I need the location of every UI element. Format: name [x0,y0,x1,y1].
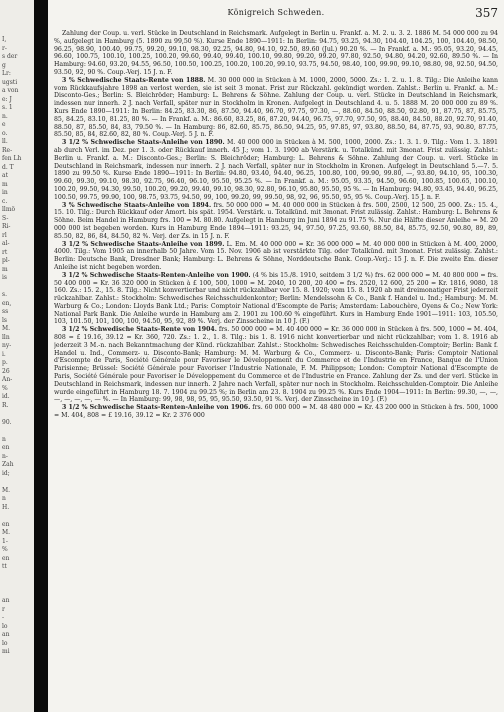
margin-fragment: i. [2,350,6,358]
margin-fragment: is [2,274,7,281]
margin-fragment: llmö [2,206,16,213]
margin-fragment: % [2,546,8,553]
margin-fragment: I, [2,36,7,43]
running-title: Königreich Schweden. [227,8,325,17]
margin-fragment: s. 1 [2,104,13,111]
margin-fragment: H. [2,503,10,511]
margin-fragment: - [2,614,5,621]
document-page [50,0,502,712]
margin-fragment: n. [2,112,8,120]
paragraph-text: frs. 50 000 000 = M. 40 400 000 = Kr. 36 000 000 in Stücken à frs. 500, 1000 = M. 404, 808 = £ 19.16, 39.12 = Kr. 360, 720. Zs.: 1. 2., 1. 8. Tilg.: bis 1. 8. 1916 nicht konvertierbar und nicht rückzahlbar; vom 1. 8. 1916 ab jederzeit 3 M.-n. nach Bekanntmachung der Künd. rückzahlbar. Zahlst.: Stockholm: Schwedisches Reichsschulden-Comptoir; Berlin: Bank f. Handel u. Ind., Commerz- u. Disconto-Bank; Hamburg: M. M. Warburg & Co., Commerz- u. Disconto-Bank; Paris: Comptoir National d'Escompte de Paris, Société Générale pour Favoriser le Développement du Commerce et de l'Industrie en France, Banque de l'Union Parisienne; Brüssel: Société Générale pour Favoriser l'Industrie Nationale, F. M. Philippson; London: Comptoir National d'Escompte de Paris, Société Générale pour Favoriser le Développement du Commerce et de l'Industrie en France. Zahlung der Zs. und der verl. Stücke in Deutschland in Reichsmark, indessen nur innerh. 2 Jahre nach Verfall, später nur noch in Stockholm. Reichsschulden-Comptoir. Die Anleihe wurde eingeführt in Hamburg 18. 7. 1904 zu 99.25 %; in Berlin am 23. 8. 1904 zu 99.25 %. Kurs Ende 1904—1911: In Berlin: 99.30, —, —, —, —, —, —, — %. — In Hamburg: 99, 98, 98, 95, 95, 95.50, 93.50, 91 %. Verj. der Zinsscheine in 10 J. (F.) [54,326,498,404]
margin-fragment: lln [2,333,10,341]
paragraph-text: M. 40 000 000 in Stücken à M. 500, 1000, 2000. Zs.: 1. 3. 1. 9. Tilg.: Vom 1. 3. 1891 ab durch Verl. im Dez. per 1. 3. oder Rückkauf innerh. 45 J.; vom 1. 3. 1900 ab Verstärk. u. Totalkünd. mit 3monat. Frist zulässig. Zahlst.: Berlin u. Frankf. a. M.: Disconto-Ges.; Berlin: S. Bleichröder; Hamburg: L. Behrens & Söhne. Zahlung der Coup. u. verl. Stücke in Deutschland in Reichsmark, indessen nur innerh. 2 J. nach Verfall, später nur in Stockholm in Kronen. Aufgelegt in Deutschland 5.—7. 5. 1890 zu 99.50 %. Kurse Ende 1890—1911: In Berlin: 94.80, 93.40, 94.40, 96.25, 100.80, 100, 99.90, 99.80, —, 93.80, 94.10, 95, 100.30, 99.60, 99.30, 99.10, 98.30, 92.75, 96.40, 96.10, 95.50, 95.25 %. — In Frankf. a. M.: 95.05, 93.35, 94.50, 96.60, 100.85, 100.65, 100.10, 100.20, 99.50, 94.30, 99.50, 100.20, 99.20, 99.40, 99.10, 98.30, 92.80, 96.10, 95.80, 95.50, 95 %. — In Hamburg: 94.80, 93.45, 94.40, 96.25, 100.50, 99.75, 99.90, 100, 98.75, 93.75, 94.50, 99, 100, 99.20, 99, 99.50, 98, 92, 96, 95.50, 95, 95 %. Coup.-Verj. 15 J. n. F. [54,139,498,201]
margin-fragment: Re- [2,146,13,154]
paragraph [54,272,498,327]
margin-fragment: r [2,605,5,613]
margin-fragment: m [2,180,8,188]
margin-fragment: at [2,172,8,179]
margin-fragment: R. [2,401,9,409]
margin-fragment: an [2,631,10,638]
margin-fragment: ll. [2,138,8,145]
paragraph-text: Zahlung der Coup. u. verl. Stücke in Deutschland in Reichsmark. Aufgelegt in Berlin u. Frankf. a. M. 2. u. 3. 2. 1886 M. 54 000 000 zu 94 %, aufgelegt in Hamburg (5. 1890 zu 99,50 %). Kurse Ende 1890—1911: In Berlin: 94.75, 93.25, 94.30, 104.40, 104.25, 100, 104.40, 98.50, 96.25, 98.90, 100.40, 99.75, 99.20, 99.10, 98.30, 92.25, 94.80, 94.10, 92.50, 89.60 (Jul.) 90.20 %. — In Frankf. a. M.: 95.05, 93.20, 94.45, 96.60, 100.75, 100.10, 100.25, 100.20, 99.60, 99.40, 99.40, 100.10, 99.80, 99.20, 99.20, 97.80, 92.50, 94.80, 94.20, 92.60, 89.50 %. — In Hamburg: 94.60, 93.20, 94.55, 96.50, 100.50, 100.25, 100.20, 100.20, 99.10, 93.75, 94.50, 98.40, 100, 99.90, 99.10, 98.80, 98, 92.50, 94.50, 93.50, 92, 90 %. Coup.-Verj. 15 J. n. F. [54,30,498,76]
margin-fragment: ny- [2,342,12,349]
paragraph-text: M. 30 000 000 in Stücken à M. 1000, 2000, 5000. Zs.: 1. 2. u. 1. 8. Tilg.: Die Anleihe kann vom Rückkaufsjahre 1898 an verlost werden, sie ist seit 3 monat. Frist zur Rückzahl. gekündigt worden. Zahlst.: Berlin u. Frankf. a. M.: Disconto-Ges.; Berlin: S. Bleichröder; Hamburg: L. Behrens & Söhne. Zahlung der Coup. u. verl. Stücke in Deutschland in Reichsmark, indessen nur innerh. 2 J. nach Verfall, später nur in Stockholm in Kronen. Aufgelegt in Deutschland 4. u. 5. 1888 M. 20 000 000 zu 89 %. Kurs Ende 1890—1911: In Berlin: 84.25, 83.30, 86, 87.50, 94.40, 96.70, 97.75, 97.30, —, 88.60, 84.50, 88.50, 92.80, 91, 87.75, 87, 85.75, 85, 84.25, 83.10, 81.25, 80 %. — In Frankf. a. M.: 86.60, 83.25, 86, 87.20, 94.40, 96.75, 97.70, 97.50, 95, 88.40, 84.50, 88.20, 92.70, 91.40, 88.50, 87, 85.50, 84, 83, 79.50 %. — In Hamburg: 86, 82.60, 85.75, 86.50, 94.25, 95, 97.85, 97, 93.80, 88.50, 84, 87.75, 93, 90.80, 87.75, 85.50, 85, 84, 82.60, 82, 80 %. Coup.-Verj. 5 J. n. F. [54,76,498,139]
margin-fragment: p. [2,359,8,366]
paragraph-text: (4 % bis 15./8. 1910, seitdem 3 1/2 %) frs. 62 000 000 = M. 40 800 000 = frs. 50 400 000 = Kr. 36 320 000 in Stücken à £ 100, 500, 1000 = M. 2040, 10 200, 20 400 = frs. 2520, 12 600, 25 200 = Kr. 1816, 9080, 18 160. Zs.: 15. 2., 15. 8. Tilg.: Nicht konvertierbar und nicht rückzahlbar vor 15. 8. 1920; vom 15. 8. 1920 ab mit dreimonatiger Frist jederzeit rückzahlbar. Zahlst.: Stockholm: Schwedisches Reichsschuldenkontor; Berlin: Mendelssohn & Co., Bank f. Handel u. Ind.; Hamburg: M. M. Warburg & Co.; London: Lloyds Bank Ltd.; Paris: Comptoir National d'Escompte de Paris; Amsterdam: Labouchère, Oyens & Co.; New York: National Park Bank. Die Anleihe wurde in Hamburg am 2. 1901 zu 100.60 % eingeführt. Kurs in Hamburg Ende 1901—1911: 103, 105.50, 103, 101.50, 101, 100, 100, 94.50, 95, 92, 89 %. Verj. der Zinsscheine in 10 J. (F.) [54,271,498,326]
section-heading: 3 1/2 % Schwedische Staats-Renten-Anleihe von 1900. [62,271,251,279]
paragraph [54,404,498,420]
margin-fragment: ls [2,316,7,324]
margin-fragment: Ri- [2,223,11,230]
margin-fragment: n [2,435,6,443]
paragraph [54,241,498,272]
margin-fragment: ss [2,308,9,315]
margin-fragment: n- [2,452,8,460]
margin-fragment: lo [2,639,8,647]
margin-fragment: n [2,495,6,502]
paragraph [54,202,498,241]
margin-fragment: an [2,597,10,604]
margin-fragment: M. [2,325,11,332]
margin-fragment: 90. [2,418,12,426]
margin-fragment: fen Lh [2,155,22,162]
book-gutter [34,0,48,712]
paragraph [54,326,498,404]
margin-fragment: lo [2,622,8,630]
paragraph [54,30,498,77]
margin-fragment: Lr: [2,70,11,77]
margin-fragment: en, [2,299,12,307]
section-heading: 3 1/2 % Schwedische Staats-Renten-Anleihe von 1906. [62,404,251,412]
paragraph [54,139,498,201]
margin-fragment: d. T [2,163,14,171]
section-heading: 3 1/2 % Schwedische Staats-Anleihe von 1890. [62,139,225,147]
margin-fragment: S- [2,214,9,222]
margin-fragment: in [2,189,8,196]
margin-fragment: 26 [2,367,10,375]
margin-fragment: pl- [2,257,10,264]
margin-fragment: M. [2,529,11,536]
margin-fragment: m [2,265,8,273]
margin-fragment: id. [2,393,10,400]
margin-fragment: 1- [2,537,8,545]
body-text [54,30,498,708]
margin-fragment: M. [2,486,11,494]
margin-fragment: g [2,61,6,69]
margin-fragment: al- [2,240,10,247]
margin-fragment: ugsti [2,78,18,86]
margin-fragment: Zah [2,461,14,468]
margin-fragment: rt [2,248,8,256]
paragraph-text: frs. 60 000 000 = M. 48 480 000 = Kr. 43 200 000 in Stücken à frs. 500, 1000 = M. 404, 808 = £ 19.16, 39.12 = Kr. 2 376 000 [54,404,498,420]
margin-fragment: rl [2,231,7,239]
left-margin-adjacent-page [0,0,34,712]
section-heading: 3 1/2 % Schwedische Staats-Anleihe von 1899. [62,240,225,248]
margin-fragment: s. [2,291,7,298]
margin-fragment: en [2,554,10,562]
margin-fragment: en [2,520,10,528]
section-heading: 3 % Schwedische Staats-Rente von 1888. [62,76,206,84]
margin-fragment: a von [2,87,19,94]
margin-fragment: s der [2,53,18,60]
margin-fragment: e [2,121,6,128]
margin-fragment: An- [2,376,13,383]
margin-fragment: o. [2,129,8,137]
margin-fragment: c. [2,197,8,205]
section-heading: 3 1/2 % Schwedische Staats-Rente von 1904. [62,326,217,334]
page-number: 357 [475,6,498,20]
margin-fragment: % [2,384,8,392]
margin-fragment: en [2,444,10,451]
margin-fragment: r- [2,44,7,52]
paragraph-text: frs. 50 000 000 = M. 40 000 000 in Stücken à frs. 500, 2500, 12 500, 25 000. Zs.: 15. 4., 15. 10. Tilg.: Durch Rückkauf oder Amort. bis spät. 1954. Verstärk. u. Totalkünd. mit 3monat. Frist zulässig. Zahlst.: Hamburg: L. Behrens & Söhne. Beim Handel in Hamburg frs. 100 = M. 80.80. Aufgelegt in Hamburg im Juni 1894 zu 91.75 %. Nur die Hälfte dieser Anleihe = M. 20 000 000 ist begeben worden. Kurs in Hamburg Ende 1894—1911: 93.25, 94, 97.50, 97.25, 93.60, 88.50, 84, 85.75, 92.50, 90.80, 89, 89, 85.50, 82, 86, 84, 84.50, 82 %. Verj. der Zs. in 15 J. n. F. [54,201,498,240]
paragraph-text: L. Em. M. 40 000 000 = Kr. 36 000 000 = M. 40 000 000 in Stücken à M. 400, 2000, 4000. Tilg.: Vom 1905 an innerhalb 50 Jahre. Vom 15. Nov. 1906 ab ist verstärkte Tilg. oder Totalkünd. mit 3monat. Frist zulässig. Zahlst.: Berlin: Deutsche Bank, Dresdner Bank; Hamburg: L. Behrens & Söhne, Norddeutsche Bank. Coup.-Verj.: 15 J. n. F. Die zweite Em. dieser Anleihe ist nicht begeben worden. [54,240,498,271]
margin-fragment: tt [2,563,7,570]
margin-fragment: id; [2,469,10,477]
margin-fragment: e: J [2,95,12,103]
section-heading: 3 % Schwedische Staats-Anleihe von 1894. [62,201,212,209]
running-head [50,8,502,20]
margin-fragment: mi [2,648,10,655]
paragraph [54,77,498,139]
